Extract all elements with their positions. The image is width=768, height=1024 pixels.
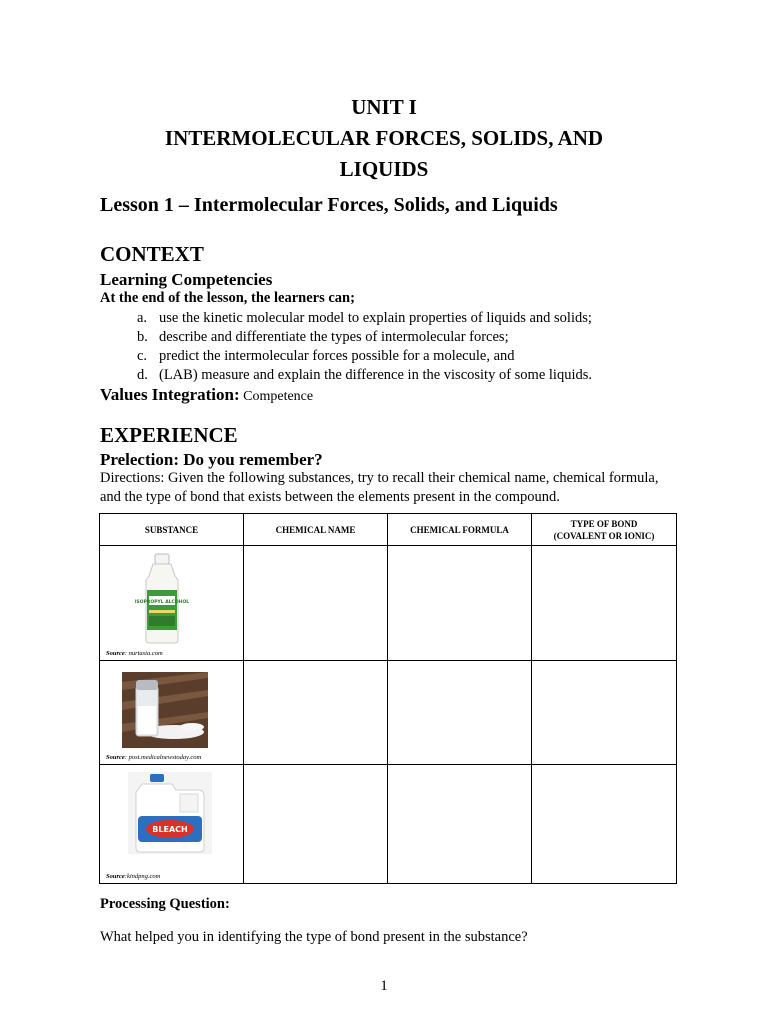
lesson-title: Lesson 1 – Intermolecular Forces, Solids, and Liquids: [100, 194, 558, 216]
col-header-type-of-bond: TYPE OF BOND (COVALENT OR IONIC): [532, 514, 677, 546]
values-integration: [100, 385, 313, 405]
svg-text:BLEACH: BLEACH: [152, 825, 188, 834]
unit-label: UNIT I: [351, 95, 417, 119]
values-label: Values Integration:: [100, 385, 240, 404]
substance-cell: [100, 546, 244, 661]
answer-cell[interactable]: [388, 765, 532, 884]
col-header-chemical-formula: CHEMICAL FORMULA: [388, 514, 532, 546]
table-row: [100, 546, 677, 661]
substance-table: [99, 513, 677, 884]
values-text: Competence: [243, 389, 314, 404]
table-header-row: [100, 514, 677, 546]
prelection-heading: Prelection: Do you remember?: [100, 450, 323, 469]
table-row: [100, 765, 677, 884]
substance-cell: [100, 765, 244, 884]
answer-cell[interactable]: [244, 661, 388, 765]
col-header-substance: SUBSTANCE: [100, 514, 244, 546]
bleach-jug-image: [128, 772, 212, 854]
competencies-intro: At the end of the lesson, the learners can;: [100, 290, 355, 306]
page-number: 1: [380, 978, 388, 994]
image-source: Source: nurtasia.com: [106, 650, 163, 657]
context-heading: CONTEXT: [100, 242, 204, 266]
competencies-list: [137, 309, 592, 385]
list-item: d. (LAB) measure and explain the difference in the viscosity of some liquids.: [137, 367, 593, 383]
answer-cell[interactable]: [388, 661, 532, 765]
answer-cell[interactable]: [244, 546, 388, 661]
answer-cell[interactable]: [532, 765, 677, 884]
competencies-heading: Learning Competencies: [100, 270, 273, 289]
image-source: Source:kindpng.com: [106, 873, 161, 880]
list-item: c. predict the intermolecular forces possible for a molecule, and: [137, 348, 515, 364]
processing-question-heading: Processing Question:: [100, 896, 230, 912]
col-header-chemical-name: CHEMICAL NAME: [244, 514, 388, 546]
unit-title-line2: LIQUIDS: [339, 157, 429, 181]
alcohol-bottle-image: [134, 554, 190, 644]
processing-question-text: What helped you in identifying the type of bond present in the substance?: [100, 929, 528, 945]
svg-text:ISOPROPYL ALCOHOL: ISOPROPYL ALCOHOL: [134, 600, 190, 605]
unit-title-line1: INTERMOLECULAR FORCES, SOLIDS, AND: [164, 126, 604, 150]
directions-text: Directions: Given the following substances, try to recall their chemical name, chemical formula, and the type of bond that exists between the elements present in the compound.: [100, 470, 659, 505]
substance-cell: [100, 661, 244, 765]
list-item: a. use the kinetic molecular model to explain properties of liquids and solids;: [137, 310, 592, 326]
salt-shaker-image: [122, 672, 208, 748]
table-row: [100, 661, 677, 765]
experience-heading: EXPERIENCE: [100, 423, 238, 447]
answer-cell[interactable]: [532, 546, 677, 661]
image-source: Source: post.medicalnewstoday.com: [106, 754, 202, 761]
unit-title: [0, 92, 768, 185]
answer-cell[interactable]: [388, 546, 532, 661]
answer-cell[interactable]: [244, 765, 388, 884]
list-item: b. describe and differentiate the types of intermolecular forces;: [137, 329, 509, 345]
answer-cell[interactable]: [532, 661, 677, 765]
